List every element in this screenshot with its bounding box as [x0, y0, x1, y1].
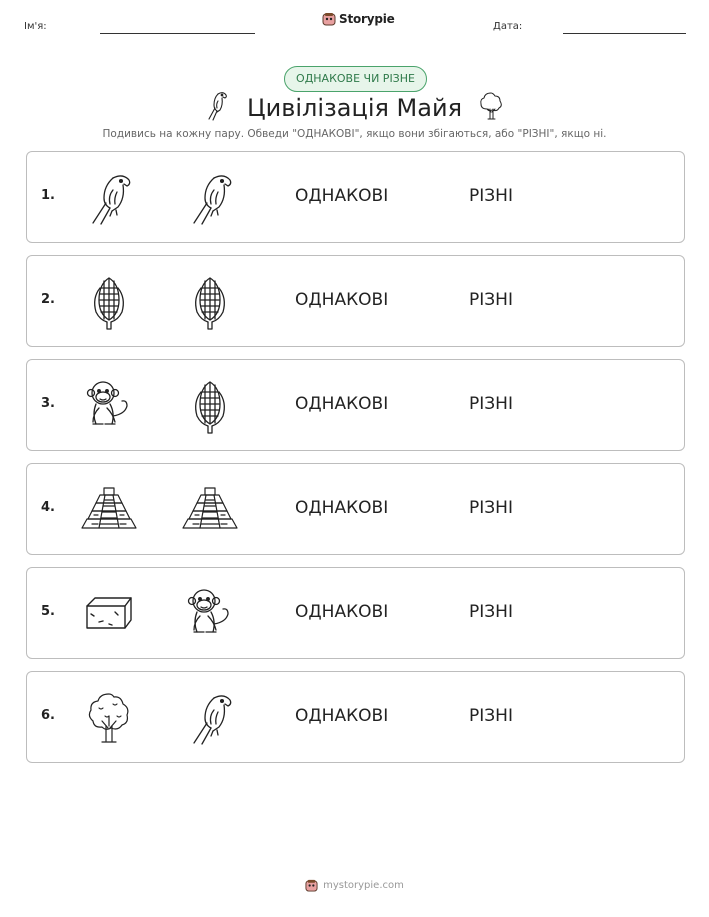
monkey-picture: [180, 584, 240, 644]
brand-name: Storypie: [339, 12, 395, 26]
pyramid-icon: [180, 480, 240, 540]
option-same[interactable]: ОДНАКОВІ: [295, 290, 389, 310]
question-number: 3.: [41, 396, 55, 411]
corn-picture: [79, 272, 139, 332]
monkey-icon: [79, 376, 139, 436]
option-different[interactable]: РІЗНІ: [469, 290, 513, 310]
question-number: 6.: [41, 708, 55, 723]
question-number: 5.: [41, 604, 55, 619]
option-different[interactable]: РІЗНІ: [469, 186, 513, 206]
option-different[interactable]: РІЗНІ: [469, 498, 513, 518]
monkey-picture: [79, 376, 139, 436]
pyramid-icon: [79, 480, 139, 540]
question-row: [26, 255, 685, 347]
pyramid-picture: [79, 480, 139, 540]
parrot-icon: [180, 688, 240, 748]
name-line[interactable]: [100, 33, 255, 34]
monkey-icon: [180, 584, 240, 644]
worksheet-type-badge: ОДНАКОВЕ ЧИ РІЗНЕ: [284, 66, 427, 92]
stone-block-icon: [79, 584, 139, 644]
option-same[interactable]: ОДНАКОВІ: [295, 706, 389, 726]
parrot-picture: [79, 168, 139, 228]
option-same[interactable]: ОДНАКОВІ: [295, 186, 389, 206]
option-different[interactable]: РІЗНІ: [469, 394, 513, 414]
question-row: [26, 463, 685, 555]
question-row: [26, 567, 685, 659]
date-label: Дата:: [493, 21, 523, 32]
option-different[interactable]: РІЗНІ: [469, 706, 513, 726]
brand-logo: [322, 12, 395, 26]
parrot-picture: [180, 168, 240, 228]
pyramid-picture: [180, 480, 240, 540]
storypie-mascot-icon: [305, 879, 318, 892]
footer-url[interactable]: mystorypie.com: [323, 880, 404, 891]
storypie-mascot-icon: [322, 12, 336, 26]
corn-icon: [79, 272, 139, 332]
page-title: Цивілізація Майя: [246, 94, 463, 122]
question-number: 2.: [41, 292, 55, 307]
date-line[interactable]: [563, 33, 686, 34]
question-number: 4.: [41, 500, 55, 515]
stone-block-picture: [79, 584, 139, 644]
option-same[interactable]: ОДНАКОВІ: [295, 602, 389, 622]
tree-icon: [477, 90, 505, 122]
option-same[interactable]: ОДНАКОВІ: [295, 498, 389, 518]
tree-icon: [79, 688, 139, 748]
question-row: [26, 671, 685, 763]
parrot-icon: [180, 168, 240, 228]
corn-picture: [180, 376, 240, 436]
parrot-icon: [79, 168, 139, 228]
corn-icon: [180, 272, 240, 332]
corn-picture: [180, 272, 240, 332]
corn-icon: [180, 376, 240, 436]
name-label: Ім'я:: [24, 21, 47, 32]
question-number: 1.: [41, 188, 55, 203]
instructions: Подивись на кожну пару. Обведи "ОДНАКОВІ", якщо вони збігаються, або "РІЗНІ", якщо ні.: [102, 128, 607, 140]
option-same[interactable]: ОДНАКОВІ: [295, 394, 389, 414]
tree-picture: [79, 688, 139, 748]
parrot-picture: [180, 688, 240, 748]
footer: [0, 879, 709, 892]
question-row: [26, 359, 685, 451]
question-row: [26, 151, 685, 243]
option-different[interactable]: РІЗНІ: [469, 602, 513, 622]
